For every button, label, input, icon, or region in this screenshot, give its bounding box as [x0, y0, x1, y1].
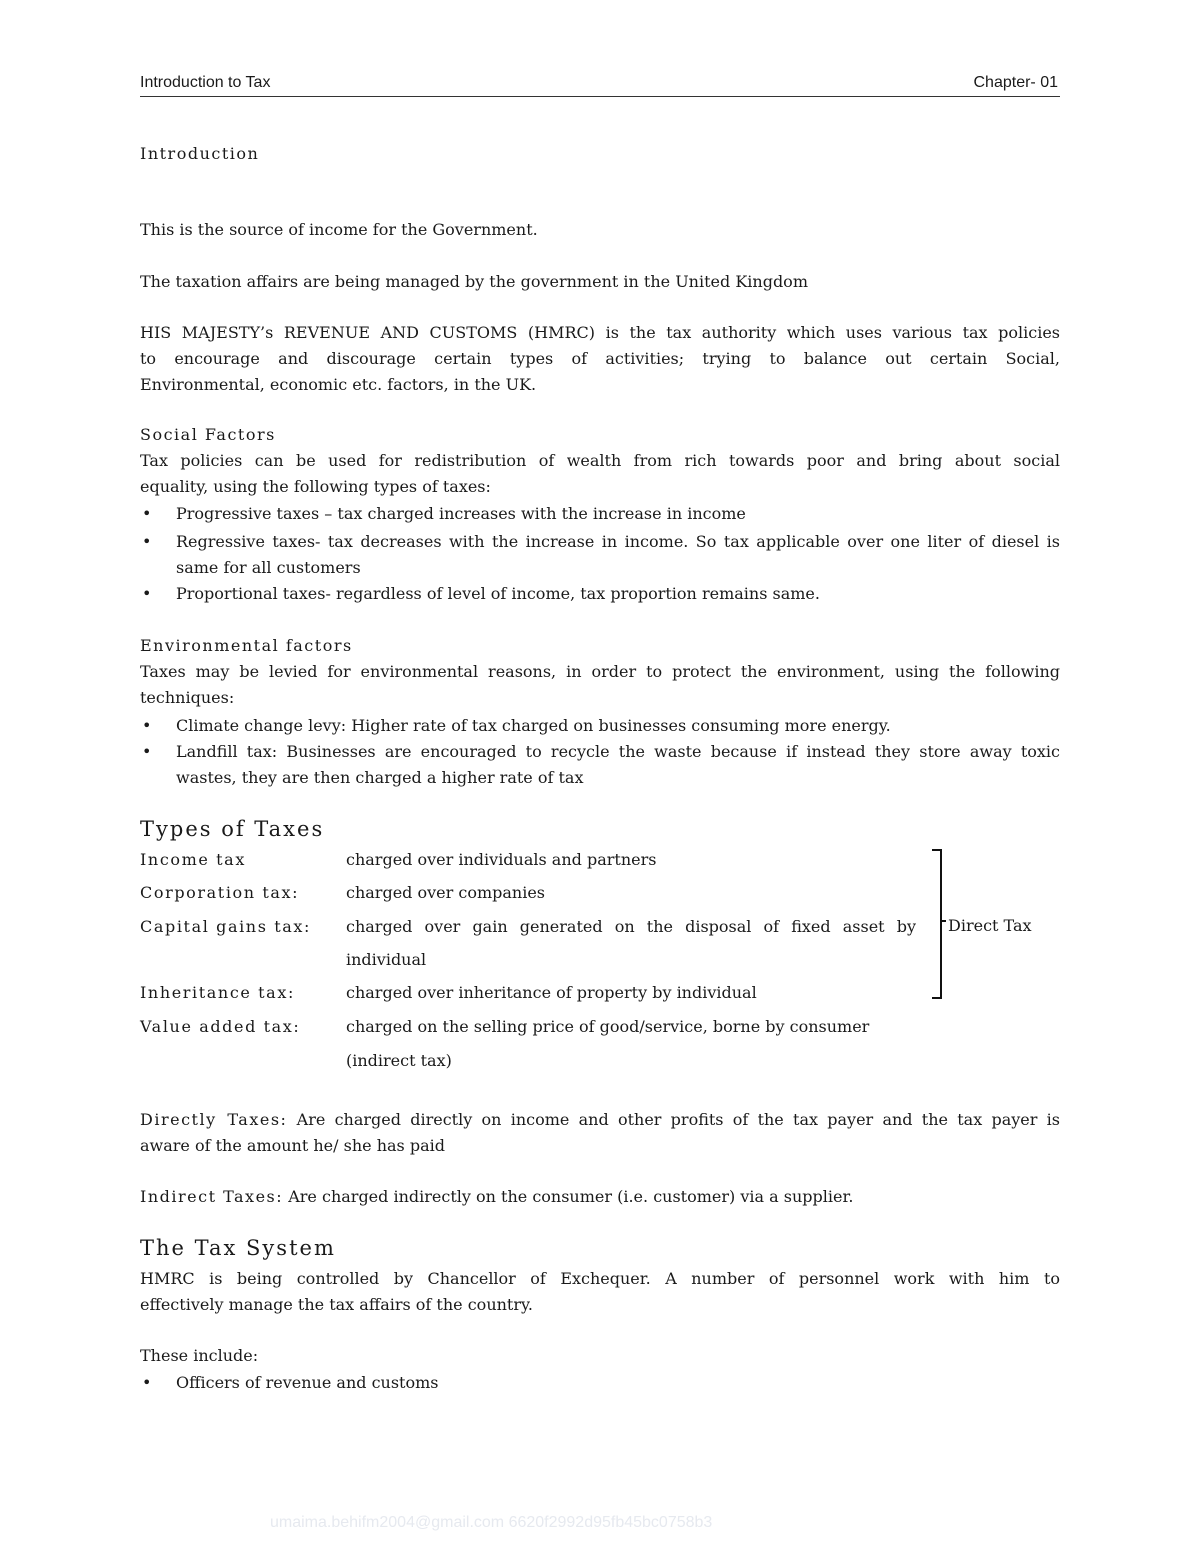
tax-desc-inheritance: charged over inheritance of property by individual [346, 983, 757, 1002]
header-chapter: Chapter- 01 [973, 74, 1058, 91]
bullet-proportional: Proportional taxes- regardless of level of income, tax proportion remains same. [176, 584, 820, 603]
social-heading: Social Factors [140, 425, 276, 444]
tax-label-vat: Value added tax: [140, 1017, 301, 1036]
social-line2: equality, using the following types of taxes: [140, 477, 491, 496]
bullet-progressive: Progressive taxes – tax charged increases with the increase in income [176, 504, 746, 523]
environmental-line2: techniques: [140, 688, 235, 707]
bullet-icon: • [142, 504, 152, 523]
header-title: Introduction to Tax [140, 74, 271, 91]
bullet-icon: • [142, 1373, 152, 1392]
tax-label-income: Income tax [140, 850, 246, 869]
environmental-line1: Taxes may be levied for environmental reasons, in order to protect the environment, using the following [140, 662, 1060, 681]
tax-desc-vat: charged on the selling price of good/service, borne by consumer [346, 1017, 870, 1036]
paragraph-hmrc-line1: HIS MAJESTY’s REVENUE AND CUSTOMS (HMRC) is the tax authority which uses various tax policies [140, 323, 1060, 342]
bullet-icon: • [142, 742, 152, 761]
paragraph-hmrc-line2: to encourage and discourage certain types of activities; trying to balance out certain Social, [140, 349, 1060, 368]
indirect-taxes-term: Indirect Taxes: [140, 1187, 284, 1206]
tax-desc-income: charged over individuals and partners [346, 850, 657, 869]
bullet-icon: • [142, 532, 152, 551]
page-header [140, 72, 1060, 97]
bullet-climate-levy: Climate change levy: Higher rate of tax charged on businesses consuming more energy. [176, 716, 891, 735]
tax-label-corporation: Corporation tax: [140, 883, 300, 902]
social-line1: Tax policies can be used for redistribution of wealth from rich towards poor and bring about social [140, 451, 1060, 470]
these-include: These include: [140, 1346, 259, 1365]
tax-desc-vat-cont: (indirect tax) [346, 1051, 452, 1070]
environmental-heading: Environmental factors [140, 636, 353, 655]
paragraph-taxation-affairs: The taxation affairs are being managed by the government in the United Kingdom [140, 272, 808, 291]
tax-system-heading: The Tax System [140, 1236, 336, 1260]
directly-taxes-term: Directly Taxes: [140, 1110, 288, 1129]
intro-heading: Introduction [140, 144, 260, 163]
paragraph-hmrc-line3: Environmental, economic etc. factors, in the UK. [140, 375, 537, 394]
directly-taxes-line1 [140, 1107, 1060, 1133]
paragraph-source: This is the source of income for the Government. [140, 220, 538, 239]
tax-desc-capital-gains-cont: individual [346, 950, 427, 969]
direct-tax-label: Direct Tax [948, 916, 1032, 935]
directly-taxes-text: Are charged directly on income and other profits of the tax payer and the tax payer is [287, 1110, 1060, 1129]
indirect-taxes-text: Are charged indirectly on the consumer (i.e. customer) via a supplier. [283, 1187, 854, 1206]
tax-system-line1: HMRC is being controlled by Chancellor of Exchequer. A number of personnel work with him to [140, 1269, 1060, 1288]
bullet-officers: Officers of revenue and customs [176, 1373, 439, 1392]
tax-desc-corporation: charged over companies [346, 883, 546, 902]
tax-label-inheritance: Inheritance tax: [140, 983, 295, 1002]
types-heading: Types of Taxes [140, 817, 325, 841]
bullet-landfill-line2: wastes, they are then charged a higher rate of tax [176, 768, 584, 787]
tax-label-capital-gains: Capital gains tax: [140, 917, 311, 936]
bullet-regressive-line1: Regressive taxes- tax decreases with the increase in income. So tax applicable over one liter of diesel is [176, 532, 1060, 551]
tax-desc-capital-gains: charged over gain generated on the disposal of fixed asset by [346, 917, 916, 936]
direct-tax-bracket [932, 849, 942, 999]
tax-system-line2: effectively manage the tax affairs of the country. [140, 1295, 533, 1314]
bullet-icon: • [142, 584, 152, 603]
bullet-icon: • [142, 716, 152, 735]
watermark: umaima.behifm2004@gmail.com 6620f2992d95fb45bc0758b3 [270, 1514, 713, 1531]
direct-tax-bracket-tick [940, 920, 946, 922]
directly-taxes-line2: aware of the amount he/ she has paid [140, 1136, 445, 1155]
bullet-regressive-line2: same for all customers [176, 558, 361, 577]
indirect-taxes-line [140, 1184, 853, 1210]
bullet-landfill-line1: Landfill tax: Businesses are encouraged to recycle the waste because if instead they store away toxic [176, 742, 1060, 761]
